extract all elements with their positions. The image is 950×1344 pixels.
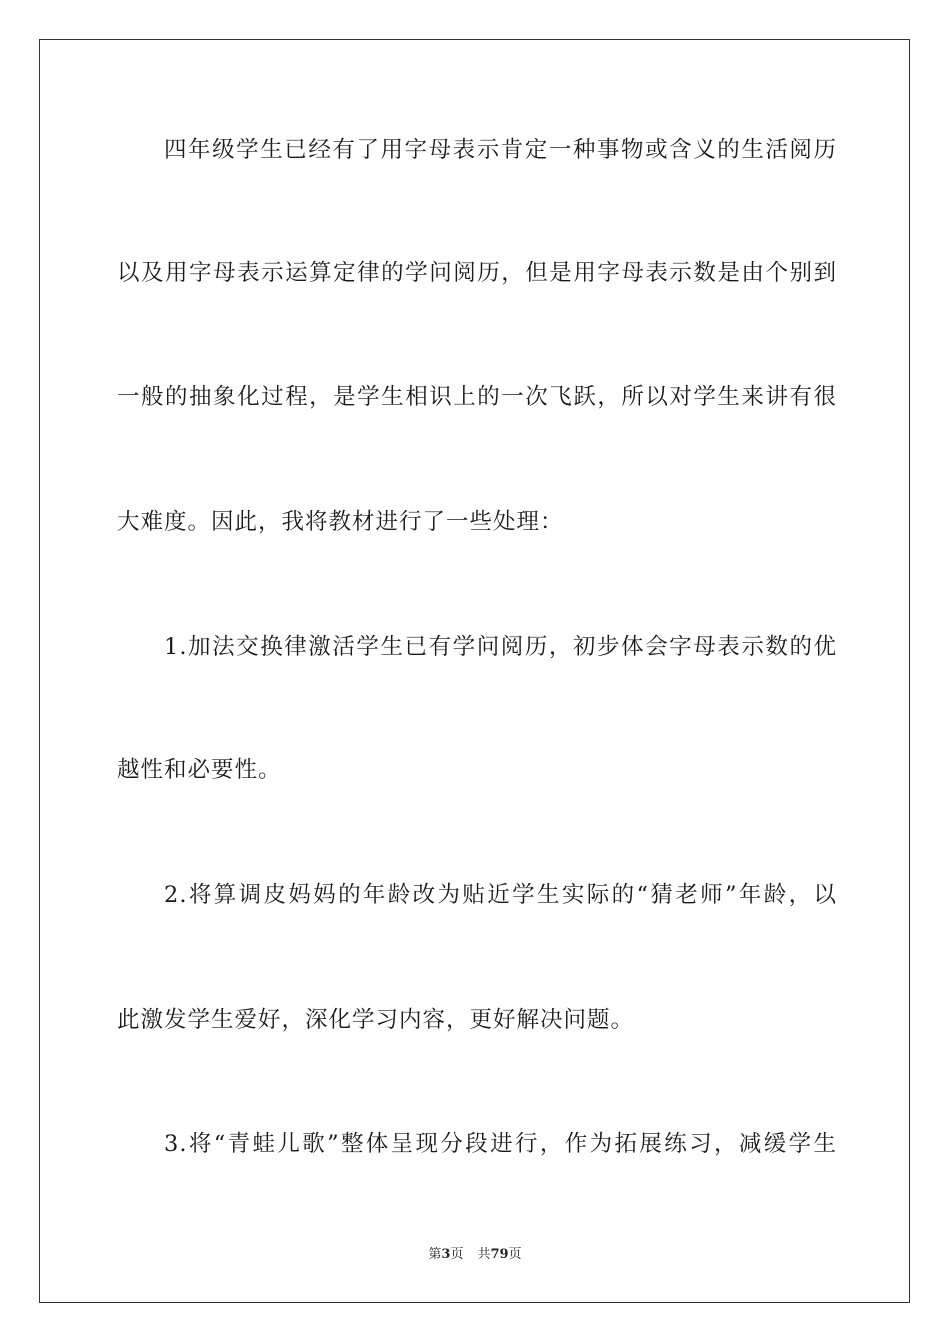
list-item-line: 3.将“青蛙儿歌”整体呈现分段进行，作为拓展练习，减缓学生	[164, 1131, 837, 1157]
list-item-line: 1.加法交换律激活学生已有学问阅历，初步体会字母表示数的优	[164, 634, 837, 660]
page-border	[39, 39, 910, 1303]
paragraph-line: 四年级学生已经有了用字母表示肯定一种事物或含义的生活阅历	[164, 137, 837, 163]
list-item-line: 此激发学生爱好，深化学习内容，更好解决问题。	[117, 1007, 635, 1033]
page-number: 第3页	[428, 1247, 464, 1262]
paragraph-line: 以及用字母表示运算定律的学问阅历，但是用字母表示数是由个别到	[117, 260, 837, 286]
paragraph-line: 大难度。因此，我将教材进行了一些处理：	[117, 509, 564, 535]
list-item-line: 越性和必要性。	[117, 757, 282, 783]
paragraph-line: 一般的抽象化过程，是学生相识上的一次飞跃，所以对学生来讲有很	[117, 384, 837, 410]
list-item-line: 2.将算调皮妈妈的年龄改为贴近学生实际的“猜老师”年龄，以	[164, 882, 837, 908]
page-footer	[0, 1246, 950, 1264]
page-total: 共79页	[477, 1247, 522, 1262]
